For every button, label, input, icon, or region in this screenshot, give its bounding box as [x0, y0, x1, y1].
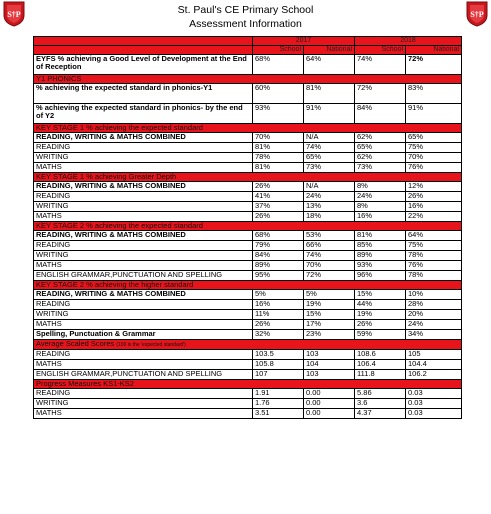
- national-2018: 28%: [406, 300, 462, 310]
- section-header-ks2-expected: [34, 222, 462, 231]
- table-row: [34, 370, 462, 380]
- national-2018: 76%: [406, 163, 462, 173]
- national-2018: 105: [406, 350, 462, 360]
- national-2018: 12%: [406, 182, 462, 192]
- school-2017: 81%: [253, 163, 304, 173]
- national-2017: 17%: [304, 320, 355, 330]
- school-2017: 11%: [253, 310, 304, 320]
- assessment-table: [33, 36, 462, 419]
- school-2018: 72%: [355, 84, 406, 104]
- table-row: [34, 212, 462, 222]
- section-header-ks1-expected: [34, 124, 462, 133]
- school-2017: 37%: [253, 202, 304, 212]
- school-2018: 62%: [355, 153, 406, 163]
- school-name: St. Paul's CE Primary School: [177, 4, 314, 16]
- school-2017: 26%: [253, 320, 304, 330]
- national-2017: 91%: [304, 104, 355, 124]
- table-row: [34, 409, 462, 419]
- national-2017: 72%: [304, 271, 355, 281]
- national-2018: 75%: [406, 143, 462, 153]
- section-title: Progress Measures KS1-KS2: [36, 379, 134, 388]
- table-row: [34, 241, 462, 251]
- table-row: [34, 104, 462, 124]
- national-2017: 74%: [304, 251, 355, 261]
- table-row: [34, 251, 462, 261]
- national-2018: 76%: [406, 261, 462, 271]
- national-2018: 22%: [406, 212, 462, 222]
- national-2017: 70%: [304, 261, 355, 271]
- school-2017: 68%: [253, 55, 304, 75]
- row-label: Spelling, Punctuation & Grammar: [34, 330, 253, 340]
- row-label: READING: [34, 143, 253, 153]
- row-label: MATHS: [34, 163, 253, 173]
- section-title: KEY STAGE 2 % achieving the higher standard: [36, 280, 194, 289]
- row-label: READING, WRITING & MATHS COMBINED: [34, 133, 253, 143]
- table-row: [34, 202, 462, 212]
- table-row: [34, 310, 462, 320]
- section-header-ks1-depth: [34, 173, 462, 182]
- eyfs-row: [34, 55, 462, 75]
- school-2018: 62%: [355, 133, 406, 143]
- school-2017: 81%: [253, 143, 304, 153]
- school-2017: 41%: [253, 192, 304, 202]
- national-2018: 16%: [406, 202, 462, 212]
- national-2018: 70%: [406, 153, 462, 163]
- page-title: Assessment Information: [189, 18, 302, 30]
- page-header: [0, 0, 491, 36]
- svg-text:S†P: S†P: [470, 10, 484, 19]
- national-2018: 24%: [406, 320, 462, 330]
- school-2017: 105.8: [253, 360, 304, 370]
- school-2018: 111.8: [355, 370, 406, 380]
- school-2018: 108.6: [355, 350, 406, 360]
- national-2017: 23%: [304, 330, 355, 340]
- school-2018: 106.4: [355, 360, 406, 370]
- school-2018: 8%: [355, 182, 406, 192]
- school-crest-icon: [466, 1, 488, 27]
- school-2017: 26%: [253, 182, 304, 192]
- school-2017: 93%: [253, 104, 304, 124]
- table-row: [34, 350, 462, 360]
- section-title: Average Scaled Scores: [36, 339, 115, 348]
- row-label: READING, WRITING & MATHS COMBINED: [34, 182, 253, 192]
- row-label: READING: [34, 300, 253, 310]
- school-2018: 44%: [355, 300, 406, 310]
- national-2017: N/A: [304, 182, 355, 192]
- national-2018: 26%: [406, 192, 462, 202]
- national-2017: 15%: [304, 310, 355, 320]
- table-row: [34, 231, 462, 241]
- section-note: (100 is the 'expected standard'): [116, 342, 186, 348]
- national-2017: 53%: [304, 231, 355, 241]
- national-2018: 0.03: [406, 389, 462, 399]
- table-row: [34, 182, 462, 192]
- national-2018: 83%: [406, 84, 462, 104]
- national-2018: 104.4: [406, 360, 462, 370]
- national-2018: 65%: [406, 133, 462, 143]
- school-2018: 96%: [355, 271, 406, 281]
- school-2018: 73%: [355, 163, 406, 173]
- school-2018: 26%: [355, 320, 406, 330]
- school-2017: 103.5: [253, 350, 304, 360]
- school-2018: 59%: [355, 330, 406, 340]
- school-2017: 16%: [253, 300, 304, 310]
- national-2017: 104: [304, 360, 355, 370]
- row-label: WRITING: [34, 153, 253, 163]
- national-2018: 91%: [406, 104, 462, 124]
- national-2017: 81%: [304, 84, 355, 104]
- national-2017: 74%: [304, 143, 355, 153]
- svg-text:S†P: S†P: [7, 10, 21, 19]
- national-2017: 0.00: [304, 389, 355, 399]
- section-header-ks2-higher: [34, 281, 462, 290]
- school-2018: 15%: [355, 290, 406, 300]
- column-header-row: [34, 46, 462, 55]
- row-label: MATHS: [34, 320, 253, 330]
- school-2018: 85%: [355, 241, 406, 251]
- school-2017: 70%: [253, 133, 304, 143]
- table-row: [34, 84, 462, 104]
- national-2018: 78%: [406, 251, 462, 261]
- school-2018: 89%: [355, 251, 406, 261]
- school-2017: 84%: [253, 251, 304, 261]
- national-2018: 78%: [406, 271, 462, 281]
- row-label: EYFS % achieving a Good Level of Development at the End of Reception: [34, 55, 253, 75]
- national-2017: 103: [304, 370, 355, 380]
- national-2018: 10%: [406, 290, 462, 300]
- table-row: [34, 271, 462, 281]
- section-header-phonics: [34, 75, 462, 84]
- section-header-progress: [34, 380, 462, 389]
- school-2018: 65%: [355, 143, 406, 153]
- row-label: MATHS: [34, 212, 253, 222]
- school-2018: 81%: [355, 231, 406, 241]
- school-2018: 4.37: [355, 409, 406, 419]
- col-school-2018: School: [355, 46, 406, 55]
- national-2018: 0.03: [406, 399, 462, 409]
- school-2017: 32%: [253, 330, 304, 340]
- table-row: [34, 389, 462, 399]
- table-row: [34, 300, 462, 310]
- section-header-scaled: [34, 340, 462, 350]
- national-2017: 64%: [304, 55, 355, 75]
- school-2018: 74%: [355, 55, 406, 75]
- school-2017: 60%: [253, 84, 304, 104]
- row-label: WRITING: [34, 251, 253, 261]
- national-2017: 66%: [304, 241, 355, 251]
- school-2017: 89%: [253, 261, 304, 271]
- school-2018: 84%: [355, 104, 406, 124]
- national-2017: N/A: [304, 133, 355, 143]
- table-row: [34, 261, 462, 271]
- row-label: WRITING: [34, 202, 253, 212]
- national-2017: 5%: [304, 290, 355, 300]
- school-2017: 68%: [253, 231, 304, 241]
- col-national-2018: National: [406, 46, 462, 55]
- year-2018: 2018: [355, 37, 462, 46]
- national-2018: 106.2: [406, 370, 462, 380]
- school-2017: 1.91: [253, 389, 304, 399]
- table-row: [34, 163, 462, 173]
- section-title: KEY STAGE 1 % achieving the expected standard: [36, 123, 203, 132]
- national-2017: 13%: [304, 202, 355, 212]
- national-2018: 64%: [406, 231, 462, 241]
- table-row: [34, 399, 462, 409]
- table-row: [34, 290, 462, 300]
- row-label: MATHS: [34, 409, 253, 419]
- section-title: KEY STAGE 1 % achieving Greater Depth: [36, 172, 177, 181]
- school-2018: 19%: [355, 310, 406, 320]
- table-row: [34, 192, 462, 202]
- col-national-2017: National: [304, 46, 355, 55]
- table-row: [34, 320, 462, 330]
- row-label: READING: [34, 192, 253, 202]
- row-label: ENGLISH GRAMMAR,PUNCTUATION AND SPELLING: [34, 370, 253, 380]
- school-2017: 3.51: [253, 409, 304, 419]
- school-2018: 8%: [355, 202, 406, 212]
- row-label: READING: [34, 350, 253, 360]
- table-row: [34, 360, 462, 370]
- school-2017: 1.76: [253, 399, 304, 409]
- national-2018: 34%: [406, 330, 462, 340]
- school-2017: 79%: [253, 241, 304, 251]
- national-2017: 18%: [304, 212, 355, 222]
- row-label: % achieving the expected standard in phonics-Y1: [34, 84, 253, 104]
- national-2017: 65%: [304, 153, 355, 163]
- row-label: % achieving the expected standard in phonics- by the end of Y2: [34, 104, 253, 124]
- year-header-row: [34, 37, 462, 46]
- school-2017: 107: [253, 370, 304, 380]
- table-row: [34, 153, 462, 163]
- school-2017: 95%: [253, 271, 304, 281]
- year-2017: 2017: [253, 37, 355, 46]
- row-label: MATHS: [34, 261, 253, 271]
- row-label: READING, WRITING & MATHS COMBINED: [34, 231, 253, 241]
- row-label: WRITING: [34, 399, 253, 409]
- col-school-2017: School: [253, 46, 304, 55]
- row-label: READING: [34, 389, 253, 399]
- school-2018: 5.86: [355, 389, 406, 399]
- school-2018: 93%: [355, 261, 406, 271]
- national-2018: 75%: [406, 241, 462, 251]
- table-row: [34, 133, 462, 143]
- table-row: [34, 143, 462, 153]
- row-label: READING: [34, 241, 253, 251]
- national-2017: 19%: [304, 300, 355, 310]
- section-title: KEY STAGE 2 % achieving the expected standard: [36, 221, 203, 230]
- national-2017: 24%: [304, 192, 355, 202]
- school-2018: 24%: [355, 192, 406, 202]
- national-2017: 73%: [304, 163, 355, 173]
- national-2018: 72%: [406, 55, 462, 75]
- school-2018: 16%: [355, 212, 406, 222]
- school-2017: 5%: [253, 290, 304, 300]
- table-row: [34, 330, 462, 340]
- row-label: READING, WRITING & MATHS COMBINED: [34, 290, 253, 300]
- row-label: ENGLISH GRAMMAR,PUNCTUATION AND SPELLING: [34, 271, 253, 281]
- school-2018: 3.6: [355, 399, 406, 409]
- national-2018: 20%: [406, 310, 462, 320]
- national-2018: 0.03: [406, 409, 462, 419]
- school-2017: 78%: [253, 153, 304, 163]
- section-title: Y1 PHONICS: [36, 74, 82, 83]
- row-label: MATHS: [34, 360, 253, 370]
- national-2017: 0.00: [304, 409, 355, 419]
- national-2017: 103: [304, 350, 355, 360]
- national-2017: 0.00: [304, 399, 355, 409]
- school-2017: 26%: [253, 212, 304, 222]
- row-label: WRITING: [34, 310, 253, 320]
